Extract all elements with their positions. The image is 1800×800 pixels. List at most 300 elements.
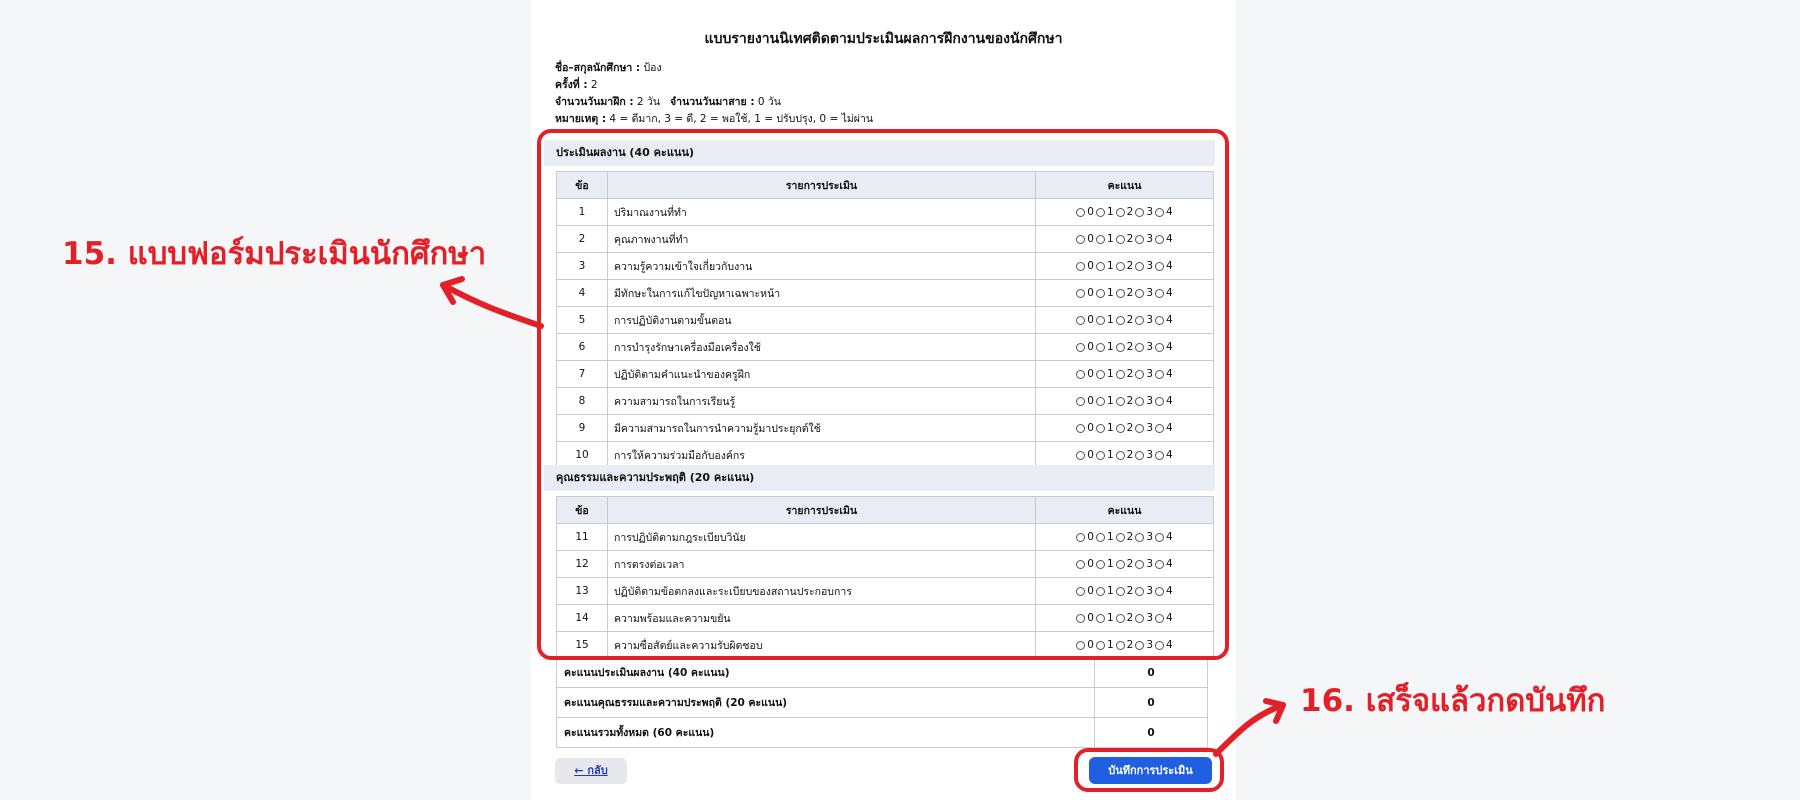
score-option[interactable] bbox=[1135, 341, 1153, 353]
radio-button[interactable] bbox=[1096, 262, 1105, 271]
radio-button[interactable] bbox=[1155, 235, 1164, 244]
score-option[interactable] bbox=[1096, 314, 1114, 326]
radio-button[interactable] bbox=[1155, 424, 1164, 433]
score-option[interactable] bbox=[1155, 206, 1173, 218]
radio-button[interactable] bbox=[1076, 560, 1085, 569]
score-option[interactable] bbox=[1116, 341, 1134, 353]
score-option-label: 1 bbox=[1106, 206, 1114, 218]
arrow-step-15-head bbox=[443, 279, 462, 302]
total-label: คะแนนประเมินผลงาน (40 คะแนน) bbox=[557, 658, 1095, 688]
score-option[interactable] bbox=[1096, 287, 1114, 299]
radio-button[interactable] bbox=[1076, 316, 1085, 325]
row-item-label: ปริมาณงานที่ทำ bbox=[608, 199, 1036, 226]
table-row bbox=[557, 415, 1214, 442]
score-option[interactable] bbox=[1135, 206, 1153, 218]
radio-button[interactable] bbox=[1116, 424, 1125, 433]
score-option[interactable] bbox=[1135, 639, 1153, 651]
score-option[interactable] bbox=[1116, 558, 1134, 570]
score-option[interactable] bbox=[1076, 639, 1094, 651]
radio-button[interactable] bbox=[1116, 235, 1125, 244]
score-option-label: 4 bbox=[1166, 612, 1173, 624]
total-label: คะแนนคุณธรรมและความประพฤติ (20 คะแนน) bbox=[557, 688, 1095, 718]
radio-button[interactable] bbox=[1116, 397, 1125, 406]
score-option-label: 2 bbox=[1126, 287, 1134, 299]
row-item-label: มีความสามารถในการนำความรู้มาประยุกต์ใช้ bbox=[608, 415, 1036, 442]
score-option-label: 2 bbox=[1126, 449, 1134, 461]
evaluation-page bbox=[531, 0, 1236, 800]
score-option[interactable] bbox=[1155, 314, 1173, 326]
score-option-label: 3 bbox=[1146, 287, 1154, 299]
radio-button[interactable] bbox=[1116, 641, 1125, 650]
row-number: 6 bbox=[557, 334, 608, 361]
score-option-label: 3 bbox=[1146, 639, 1154, 651]
table-row bbox=[557, 226, 1214, 253]
radio-button[interactable] bbox=[1155, 641, 1164, 650]
score-option-label: 1 bbox=[1106, 233, 1114, 245]
totals-table bbox=[556, 657, 1208, 748]
radio-button[interactable] bbox=[1155, 289, 1164, 298]
score-option-label: 2 bbox=[1126, 395, 1134, 407]
total-row-grand bbox=[557, 718, 1208, 748]
score-option[interactable] bbox=[1116, 585, 1134, 597]
radio-button[interactable] bbox=[1135, 370, 1144, 379]
radio-button[interactable] bbox=[1096, 587, 1105, 596]
radio-button[interactable] bbox=[1155, 370, 1164, 379]
score-option[interactable] bbox=[1096, 531, 1114, 543]
row-item-label: ความสามารถในการเรียนรู้ bbox=[608, 388, 1036, 415]
radio-button[interactable] bbox=[1155, 560, 1164, 569]
radio-button[interactable] bbox=[1135, 343, 1144, 352]
table-row bbox=[557, 388, 1214, 415]
score-option-label: 3 bbox=[1146, 395, 1154, 407]
score-option[interactable] bbox=[1116, 531, 1134, 543]
score-option-label: 3 bbox=[1146, 585, 1154, 597]
score-option[interactable] bbox=[1135, 314, 1153, 326]
radio-button[interactable] bbox=[1096, 397, 1105, 406]
score-option-label: 2 bbox=[1126, 314, 1134, 326]
score-option[interactable] bbox=[1096, 395, 1114, 407]
table-row bbox=[557, 632, 1214, 659]
score-radio-group bbox=[1036, 280, 1214, 307]
radio-button[interactable] bbox=[1135, 641, 1144, 650]
radio-button[interactable] bbox=[1096, 289, 1105, 298]
score-option[interactable] bbox=[1155, 260, 1173, 272]
score-option[interactable] bbox=[1116, 449, 1134, 461]
score-option-label: 4 bbox=[1166, 585, 1173, 597]
radio-button[interactable] bbox=[1096, 208, 1105, 217]
score-option-label: 1 bbox=[1106, 287, 1114, 299]
score-option[interactable] bbox=[1096, 558, 1114, 570]
score-option-label: 2 bbox=[1126, 422, 1134, 434]
radio-button[interactable] bbox=[1076, 235, 1085, 244]
score-option[interactable] bbox=[1096, 585, 1114, 597]
score-option[interactable] bbox=[1155, 585, 1173, 597]
radio-button[interactable] bbox=[1116, 343, 1125, 352]
score-option-label: 0 bbox=[1087, 395, 1094, 407]
score-option-label: 2 bbox=[1126, 233, 1134, 245]
score-option[interactable] bbox=[1116, 395, 1134, 407]
radio-button[interactable] bbox=[1076, 614, 1085, 623]
score-option[interactable] bbox=[1096, 206, 1114, 218]
score-radio-group bbox=[1036, 578, 1214, 605]
radio-button[interactable] bbox=[1096, 560, 1105, 569]
radio-button[interactable] bbox=[1135, 614, 1144, 623]
student-label: ชื่อ–สกุลนักศึกษา : bbox=[555, 62, 641, 74]
score-option-label: 2 bbox=[1126, 206, 1134, 218]
radio-button[interactable] bbox=[1076, 343, 1085, 352]
arrow-step-15 bbox=[443, 285, 541, 326]
score-option[interactable] bbox=[1135, 449, 1153, 461]
table-row bbox=[557, 524, 1214, 551]
score-option-label: 3 bbox=[1146, 558, 1154, 570]
radio-button[interactable] bbox=[1076, 451, 1085, 460]
col-item-header: รายการประเมิน bbox=[608, 172, 1036, 199]
radio-button[interactable] bbox=[1135, 587, 1144, 596]
score-option[interactable] bbox=[1076, 368, 1094, 380]
present-days-value: 2 วัน bbox=[636, 96, 660, 108]
radio-button[interactable] bbox=[1155, 343, 1164, 352]
performance-table bbox=[556, 171, 1214, 469]
score-option[interactable] bbox=[1155, 422, 1173, 434]
score-option[interactable] bbox=[1135, 531, 1153, 543]
score-option[interactable] bbox=[1076, 449, 1094, 461]
score-radio-group bbox=[1036, 524, 1214, 551]
score-option-label: 4 bbox=[1166, 206, 1173, 218]
score-option-label: 4 bbox=[1166, 395, 1173, 407]
col-score-header: คะแนน bbox=[1036, 172, 1214, 199]
score-option[interactable] bbox=[1096, 368, 1114, 380]
score-option[interactable] bbox=[1116, 639, 1134, 651]
score-option[interactable] bbox=[1076, 287, 1094, 299]
score-option-label: 0 bbox=[1087, 639, 1094, 651]
col-score-header: คะแนน bbox=[1036, 497, 1214, 524]
score-option[interactable] bbox=[1096, 260, 1114, 272]
section-performance-title: ประเมินผลงาน (40 คะแนน) bbox=[544, 140, 1215, 166]
score-radio-group bbox=[1036, 415, 1214, 442]
radio-button[interactable] bbox=[1116, 451, 1125, 460]
score-option-label: 0 bbox=[1087, 287, 1094, 299]
row-number: 3 bbox=[557, 253, 608, 280]
row-number: 14 bbox=[557, 605, 608, 632]
score-option-label: 4 bbox=[1166, 314, 1173, 326]
score-option-label: 0 bbox=[1087, 585, 1094, 597]
score-option[interactable] bbox=[1155, 287, 1173, 299]
score-option-label: 2 bbox=[1126, 639, 1134, 651]
score-option-label: 0 bbox=[1087, 260, 1094, 272]
score-option[interactable] bbox=[1116, 233, 1134, 245]
radio-button[interactable] bbox=[1116, 370, 1125, 379]
score-option[interactable] bbox=[1135, 287, 1153, 299]
score-option-label: 4 bbox=[1166, 449, 1173, 461]
radio-button[interactable] bbox=[1155, 397, 1164, 406]
score-option[interactable] bbox=[1155, 449, 1173, 461]
score-radio-group bbox=[1036, 605, 1214, 632]
radio-button[interactable] bbox=[1096, 316, 1105, 325]
radio-button[interactable] bbox=[1096, 424, 1105, 433]
row-number: 12 bbox=[557, 551, 608, 578]
table-row bbox=[557, 199, 1214, 226]
radio-button[interactable] bbox=[1155, 208, 1164, 217]
section-conduct-title: คุณธรรมและความประพฤติ (20 คะแนน) bbox=[544, 465, 1215, 491]
score-option[interactable] bbox=[1096, 422, 1114, 434]
score-option[interactable] bbox=[1096, 612, 1114, 624]
score-radio-group bbox=[1036, 199, 1214, 226]
score-option[interactable] bbox=[1116, 368, 1134, 380]
table-row bbox=[557, 578, 1214, 605]
radio-button[interactable] bbox=[1076, 397, 1085, 406]
score-option-label: 4 bbox=[1166, 368, 1173, 380]
score-option-label: 0 bbox=[1087, 314, 1094, 326]
total-value: 0 bbox=[1095, 688, 1208, 718]
score-option-label: 3 bbox=[1146, 341, 1154, 353]
radio-button[interactable] bbox=[1155, 262, 1164, 271]
radio-button[interactable] bbox=[1116, 533, 1125, 542]
score-option[interactable] bbox=[1096, 341, 1114, 353]
radio-button[interactable] bbox=[1096, 641, 1105, 650]
score-option-label: 0 bbox=[1087, 341, 1094, 353]
score-radio-group bbox=[1036, 388, 1214, 415]
score-option-label: 1 bbox=[1106, 314, 1114, 326]
score-option[interactable] bbox=[1155, 368, 1173, 380]
save-evaluation-button[interactable]: บันทึกการประเมิน bbox=[1089, 757, 1212, 784]
score-option[interactable] bbox=[1076, 612, 1094, 624]
radio-button[interactable] bbox=[1135, 533, 1144, 542]
score-option-label: 0 bbox=[1087, 206, 1094, 218]
score-option[interactable] bbox=[1076, 260, 1094, 272]
arrow-step-16-head bbox=[1266, 701, 1283, 721]
note-value: 4 = ดีมาก, 3 = ดี, 2 = พอใช้, 1 = ปรับปรุง, 0 = ไม่ผ่าน bbox=[609, 113, 874, 125]
score-option-label: 1 bbox=[1106, 260, 1114, 272]
table-row bbox=[557, 253, 1214, 280]
section-conduct bbox=[544, 465, 1215, 659]
radio-button[interactable] bbox=[1135, 208, 1144, 217]
row-item-label: การปฏิบัติงานตามขั้นตอน bbox=[608, 307, 1036, 334]
score-option-label: 4 bbox=[1166, 639, 1173, 651]
total-value: 0 bbox=[1095, 718, 1208, 748]
radio-button[interactable] bbox=[1135, 560, 1144, 569]
score-radio-group bbox=[1036, 253, 1214, 280]
score-radio-group bbox=[1036, 334, 1214, 361]
score-option[interactable] bbox=[1135, 612, 1153, 624]
score-option[interactable] bbox=[1135, 233, 1153, 245]
score-option-label: 2 bbox=[1126, 341, 1134, 353]
late-days-label: จำนวนวันมาสาย : bbox=[670, 96, 755, 108]
score-option[interactable] bbox=[1096, 449, 1114, 461]
score-option[interactable] bbox=[1076, 341, 1094, 353]
score-radio-group bbox=[1036, 226, 1214, 253]
col-no-header: ข้อ bbox=[557, 172, 608, 199]
radio-button[interactable] bbox=[1155, 587, 1164, 596]
radio-button[interactable] bbox=[1076, 370, 1085, 379]
row-number: 8 bbox=[557, 388, 608, 415]
radio-button[interactable] bbox=[1135, 451, 1144, 460]
radio-button[interactable] bbox=[1116, 587, 1125, 596]
row-number: 2 bbox=[557, 226, 608, 253]
score-option[interactable] bbox=[1076, 531, 1094, 543]
radio-button[interactable] bbox=[1076, 587, 1085, 596]
round-value: 2 bbox=[590, 79, 598, 91]
radio-button[interactable] bbox=[1135, 262, 1144, 271]
score-option-label: 3 bbox=[1146, 260, 1154, 272]
score-option-label: 4 bbox=[1166, 558, 1173, 570]
radio-button[interactable] bbox=[1096, 370, 1105, 379]
score-option-label: 4 bbox=[1166, 422, 1173, 434]
score-option-label: 2 bbox=[1126, 585, 1134, 597]
radio-button[interactable] bbox=[1096, 451, 1105, 460]
score-option-label: 0 bbox=[1087, 449, 1094, 461]
score-option[interactable] bbox=[1135, 422, 1153, 434]
radio-button[interactable] bbox=[1116, 560, 1125, 569]
score-option[interactable] bbox=[1155, 233, 1173, 245]
score-option[interactable] bbox=[1076, 233, 1094, 245]
radio-button[interactable] bbox=[1116, 316, 1125, 325]
score-option[interactable] bbox=[1135, 558, 1153, 570]
col-no-header: ข้อ bbox=[557, 497, 608, 524]
score-option[interactable] bbox=[1155, 395, 1173, 407]
score-option[interactable] bbox=[1135, 368, 1153, 380]
score-option-label: 1 bbox=[1106, 585, 1114, 597]
row-item-label: การให้ความร่วมมือกับองค์กร bbox=[608, 442, 1036, 469]
row-item-label: ความพร้อมและความขยัน bbox=[608, 605, 1036, 632]
section-performance bbox=[544, 140, 1215, 469]
score-option-label: 0 bbox=[1087, 612, 1094, 624]
student-info bbox=[555, 60, 873, 128]
score-option-label: 4 bbox=[1166, 531, 1173, 543]
radio-button[interactable] bbox=[1116, 262, 1125, 271]
score-option[interactable] bbox=[1076, 395, 1094, 407]
radio-button[interactable] bbox=[1096, 533, 1105, 542]
score-option-label: 1 bbox=[1106, 531, 1114, 543]
radio-button[interactable] bbox=[1116, 289, 1125, 298]
score-option[interactable] bbox=[1116, 612, 1134, 624]
radio-button[interactable] bbox=[1116, 208, 1125, 217]
score-option-label: 4 bbox=[1166, 260, 1173, 272]
col-item-header: รายการประเมิน bbox=[608, 497, 1036, 524]
score-option-label: 1 bbox=[1106, 558, 1114, 570]
row-number: 15 bbox=[557, 632, 608, 659]
radio-button[interactable] bbox=[1076, 641, 1085, 650]
row-item-label: การบำรุงรักษาเครื่องมือเครื่องใช้ bbox=[608, 334, 1036, 361]
score-option-label: 3 bbox=[1146, 233, 1154, 245]
radio-button[interactable] bbox=[1135, 235, 1144, 244]
radio-button[interactable] bbox=[1096, 343, 1105, 352]
score-option[interactable] bbox=[1116, 260, 1134, 272]
score-option[interactable] bbox=[1116, 314, 1134, 326]
table-row bbox=[557, 551, 1214, 578]
score-option-label: 3 bbox=[1146, 422, 1154, 434]
row-item-label: ความรู้ความเข้าใจเกี่ยวกับงาน bbox=[608, 253, 1036, 280]
score-option-label: 1 bbox=[1106, 449, 1114, 461]
row-number: 7 bbox=[557, 361, 608, 388]
score-option-label: 4 bbox=[1166, 287, 1173, 299]
score-option[interactable] bbox=[1116, 287, 1134, 299]
score-option[interactable] bbox=[1096, 233, 1114, 245]
score-option[interactable] bbox=[1076, 314, 1094, 326]
score-option[interactable] bbox=[1135, 260, 1153, 272]
score-option[interactable] bbox=[1155, 639, 1173, 651]
score-option-label: 2 bbox=[1126, 531, 1134, 543]
row-number: 4 bbox=[557, 280, 608, 307]
score-option[interactable] bbox=[1155, 341, 1173, 353]
radio-button[interactable] bbox=[1135, 289, 1144, 298]
radio-button[interactable] bbox=[1116, 614, 1125, 623]
radio-button[interactable] bbox=[1155, 451, 1164, 460]
radio-button[interactable] bbox=[1096, 614, 1105, 623]
row-item-label: มีทักษะในการแก้ไขปัญหาเฉพาะหน้า bbox=[608, 280, 1036, 307]
radio-button[interactable] bbox=[1076, 262, 1085, 271]
score-option-label: 4 bbox=[1166, 341, 1173, 353]
score-option-label: 1 bbox=[1106, 395, 1114, 407]
score-radio-group bbox=[1036, 307, 1214, 334]
score-option-label: 1 bbox=[1106, 639, 1114, 651]
radio-button[interactable] bbox=[1096, 235, 1105, 244]
total-row-conduct bbox=[557, 688, 1208, 718]
row-number: 5 bbox=[557, 307, 608, 334]
score-option[interactable] bbox=[1155, 531, 1173, 543]
table-row bbox=[557, 605, 1214, 632]
score-radio-group bbox=[1036, 632, 1214, 659]
table-row bbox=[557, 280, 1214, 307]
score-option[interactable] bbox=[1116, 206, 1134, 218]
radio-button[interactable] bbox=[1135, 397, 1144, 406]
score-option-label: 2 bbox=[1126, 260, 1134, 272]
score-option-label: 3 bbox=[1146, 531, 1154, 543]
score-option-label: 3 bbox=[1146, 206, 1154, 218]
score-option[interactable] bbox=[1076, 558, 1094, 570]
score-option[interactable] bbox=[1076, 422, 1094, 434]
score-option[interactable] bbox=[1116, 422, 1134, 434]
score-option[interactable] bbox=[1135, 585, 1153, 597]
score-option[interactable] bbox=[1155, 612, 1173, 624]
note-label: หมายเหตุ : bbox=[555, 113, 607, 125]
score-option-label: 1 bbox=[1106, 612, 1114, 624]
row-number: 9 bbox=[557, 415, 608, 442]
score-option-label: 1 bbox=[1106, 341, 1114, 353]
score-option-label: 3 bbox=[1146, 314, 1154, 326]
score-option[interactable] bbox=[1135, 395, 1153, 407]
score-option-label: 3 bbox=[1146, 368, 1154, 380]
score-option-label: 2 bbox=[1126, 558, 1134, 570]
total-value: 0 bbox=[1095, 658, 1208, 688]
row-number: 1 bbox=[557, 199, 608, 226]
table-row bbox=[557, 361, 1214, 388]
annotation-step-15: 15. แบบฟอร์มประเมินนักศึกษา bbox=[62, 236, 487, 272]
radio-button[interactable] bbox=[1155, 316, 1164, 325]
radio-button[interactable] bbox=[1076, 424, 1085, 433]
radio-button[interactable] bbox=[1076, 533, 1085, 542]
row-item-label: ปฏิบัติตามคำแนะนำของครูฝึก bbox=[608, 361, 1036, 388]
row-number: 13 bbox=[557, 578, 608, 605]
row-item-label: คุณภาพงานที่ทำ bbox=[608, 226, 1036, 253]
page-title: แบบรายงานนิเทศติดตามประเมินผลการฝึกงานของนักศึกษา bbox=[704, 31, 1063, 47]
score-option-label: 0 bbox=[1087, 233, 1094, 245]
score-option[interactable] bbox=[1155, 558, 1173, 570]
score-option[interactable] bbox=[1076, 206, 1094, 218]
back-button[interactable]: ← กลับ bbox=[555, 758, 627, 784]
radio-button[interactable] bbox=[1076, 289, 1085, 298]
radio-button[interactable] bbox=[1135, 424, 1144, 433]
table-row bbox=[557, 334, 1214, 361]
row-item-label: ความซื่อสัตย์และความรับผิดชอบ bbox=[608, 632, 1036, 659]
score-option[interactable] bbox=[1076, 585, 1094, 597]
score-option[interactable] bbox=[1096, 639, 1114, 651]
radio-button[interactable] bbox=[1155, 533, 1164, 542]
radio-button[interactable] bbox=[1155, 614, 1164, 623]
present-days-label: จำนวนวันมาฝึก : bbox=[555, 96, 634, 108]
radio-button[interactable] bbox=[1135, 316, 1144, 325]
radio-button[interactable] bbox=[1076, 208, 1085, 217]
row-item-label: การตรงต่อเวลา bbox=[608, 551, 1036, 578]
